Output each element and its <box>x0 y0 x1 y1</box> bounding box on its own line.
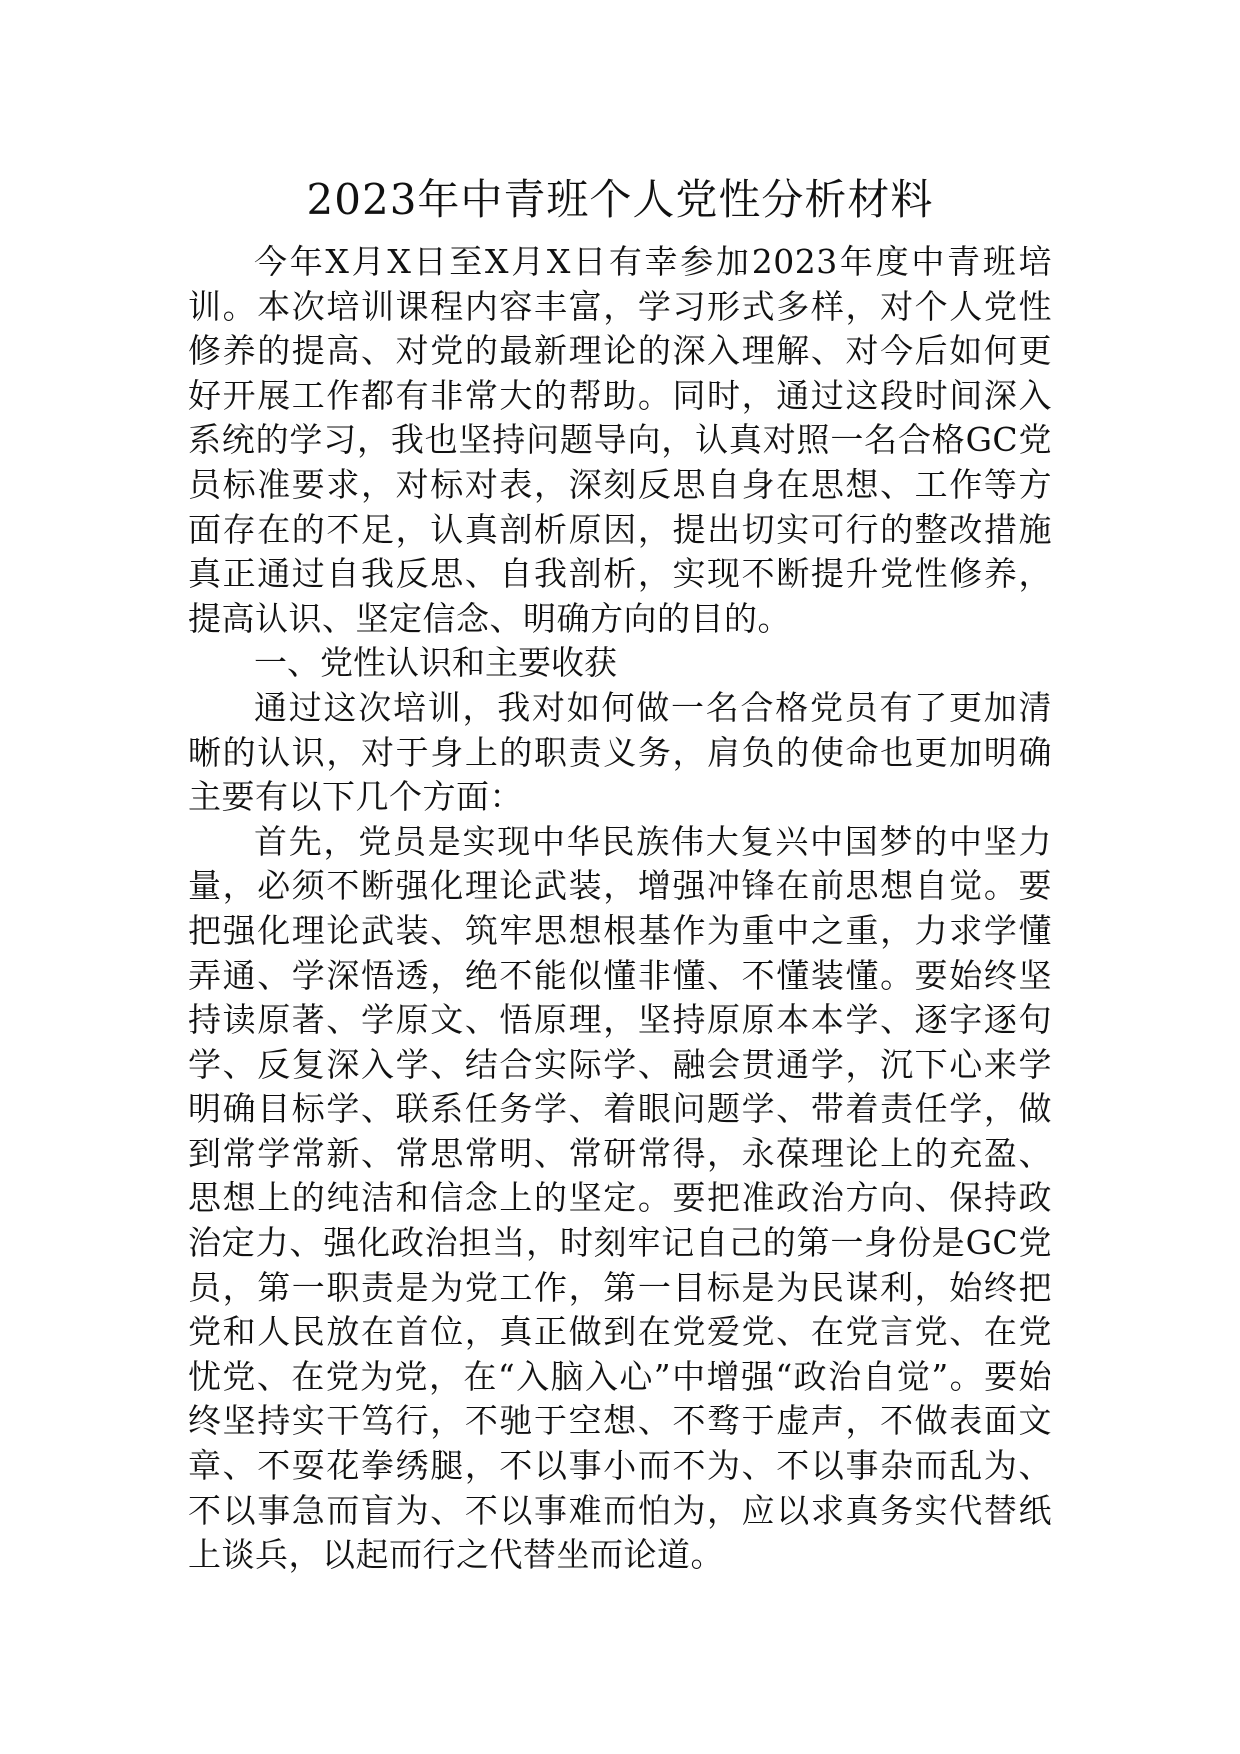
section-paragraph-1: 通过这次培训，我对如何做一名合格党员有了更加清晰的认识，对于身上的职责义务，肩负的使命也更加明确主要有以下几个方面： <box>188 687 1052 817</box>
document-title: 2023年中青班个人党性分析材料 <box>306 175 934 224</box>
document-body <box>188 240 1052 1578</box>
section-paragraph-2: 首先，党员是实现中华民族伟大复兴中国梦的中坚力量，必须不断强化理论武装，增强冲锋在前思想自觉。要把强化理论武装、筑牢思想根基作为重中之重，力求学懂弄通、学深悟透，绝不能似懂非懂、不懂装懂。要始终坚持读原著、学原文、悟原理，坚持原原本本学、逐字逐句学、反复深入学、结合实际学、融会贯通学，沉下心来学明确目标学、联系任务学、着眼问题学、带着责任学，做到常学常新、常思常明、常研常得，永葆理论上的充盈、思想上的纯洁和信念上的坚定。要把准政治方向、保持政治定力、强化政治担当，时刻牢记自己的第一身份是GC党员，第一职责是为党工作，第一目标是为民谋利，始终把党和人民放在首位，真正做到在党爱党、在党言党、在党忧党、在党为党，在“入脑入心”中增强“政治自觉”。要始终坚持实干笃行，不驰于空想、不骛于虚声，不做表面文章、不耍花拳绣腿，不以事小而不为、不以事杂而乱为、不以事急而盲为、不以事难而怕为，应以求真务实代替纸上谈兵，以起而行之代替坐而论道。 <box>188 821 1052 1575</box>
intro-paragraph: 今年X月X日至X月X日有幸参加2023年度中青班培训。本次培训课程内容丰富，学习形式多样，对个人党性修养的提高、对党的最新理论的深入理解、对今后如何更好开展工作都有非常大的帮助。同时，通过这段时间深入系统的学习，我也坚持问题导向，认真对照一名合格GC党员标准要求，对标对表，深刻反思自身在思想、工作等方面存在的不足，认真剖析原因，提出切实可行的整改措施真正通过自我反思、自我剖析，实现不断提升党性修养，提高认识、坚定信念、明确方向的目的。 <box>188 242 1052 638</box>
section-heading: 一、党性认识和主要收获 <box>254 643 617 683</box>
